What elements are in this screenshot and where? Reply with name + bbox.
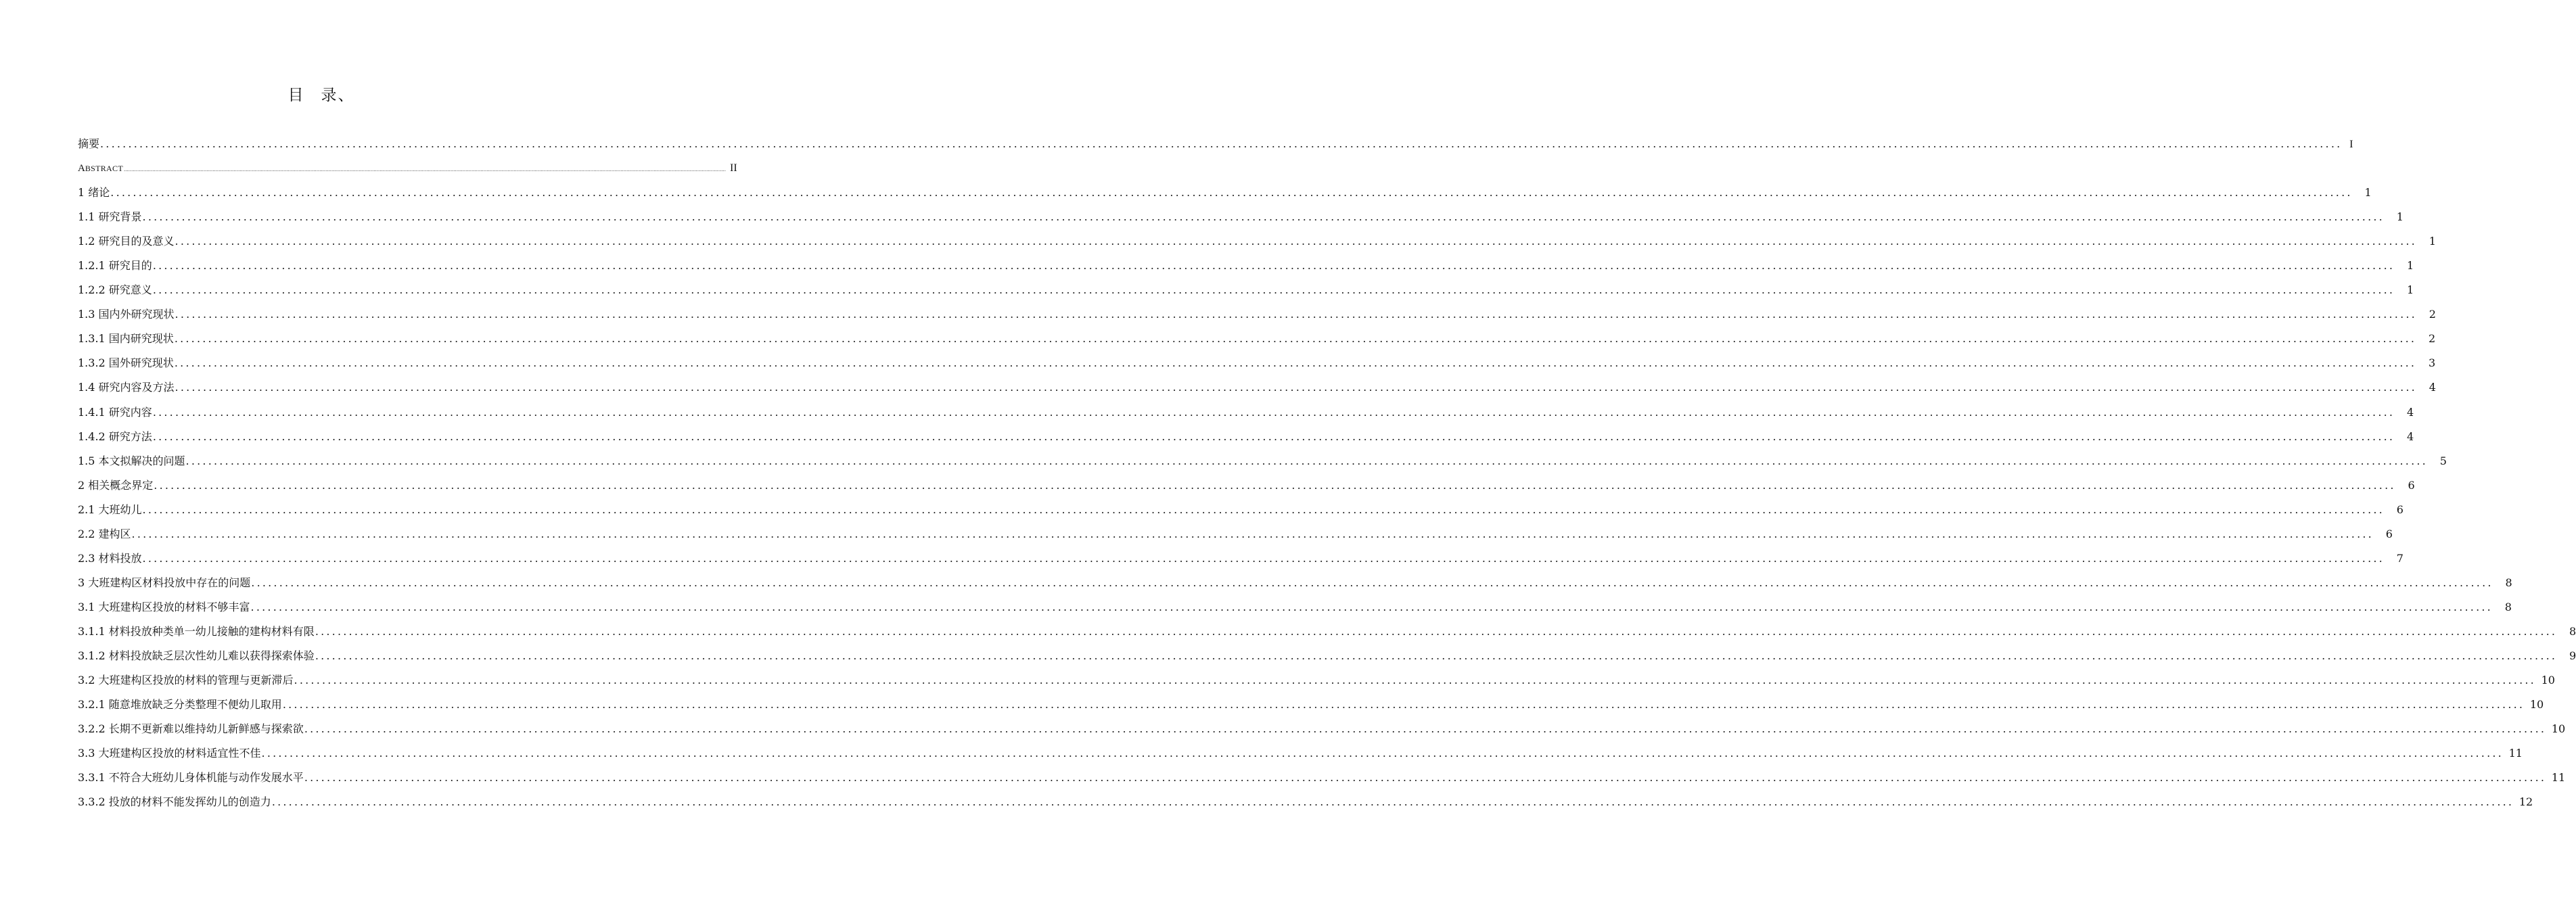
toc-leader-dots: ................................................................................................................................................................................................................................................................................................................................................................................................................ (294, 674, 2536, 687)
toc-entry[interactable] (78, 233, 2436, 257)
toc-entry-page: 1 (2407, 259, 2414, 273)
toc-entry-label: 1.5 本文拟解决的问题 (78, 454, 185, 467)
toc-leader-dots: ................................................................................................................................................................................................................................................................................................................................................................................................................ (152, 283, 2395, 297)
toc-leader-dots: ................................................................................................................................................................................................................................................................................................................................................................................................................ (152, 429, 2395, 443)
toc-entry-label: 3.3.1 不符合大班幼儿身体机能与动作发展水平 (78, 771, 304, 785)
toc-entry[interactable] (78, 672, 2555, 696)
toc-entry-label: ABSTRACT (78, 163, 123, 174)
toc-entry[interactable] (78, 354, 2436, 379)
toc-leader-dots: ................................................................................................................................................................................................................................................................................................................................................................................................................ (152, 405, 2395, 419)
toc-leader-dots: ................................................................................................................................................................................................................................................................................................................................................................................................................ (174, 332, 2417, 346)
table-of-contents (78, 135, 2576, 818)
toc-entry-label: 1.3.1 国内研究现状 (78, 332, 174, 346)
toc-entry-page: 8 (2504, 600, 2512, 613)
toc-entry-label: 2.1 大班幼儿 (78, 503, 142, 516)
toc-title (0, 83, 643, 105)
toc-entry-label: 2.3 材料投放 (78, 551, 142, 565)
toc-leader-dots: ................................................................................................................................................................................................................................................................................................................................................................................................................ (261, 747, 2504, 760)
toc-leader-dots: ................................................................................................................................................................................................................................................................................................................................................................................................................ (142, 210, 2385, 224)
toc-entry-label: 1.4.1 研究内容 (78, 405, 152, 419)
toc-entry-label: 1.4 研究内容及方法 (78, 381, 175, 394)
toc-entry[interactable] (78, 793, 2533, 818)
toc-entry[interactable] (78, 550, 2404, 574)
toc-entry-page: 6 (2385, 527, 2393, 540)
toc-entry-page: 8 (2569, 624, 2576, 638)
toc-leader-dots: ................................................................................................................................................................................................................................................................................................................................................................................................................ (282, 698, 2525, 712)
toc-leader-dots: ................................................................................................................................................................................................................................................................................................................................................................................................................ (142, 551, 2385, 565)
toc-entry-label: 摘要 (78, 137, 100, 150)
toc-entry-page: 6 (2408, 478, 2415, 492)
toc-leader-dots: ................................................................................................................................................................................................................................................................................................................................................................................................................ (131, 527, 2374, 540)
toc-title-left: 目 (288, 87, 305, 104)
toc-entry-label: 1.3.2 国外研究现状 (78, 356, 174, 370)
toc-leader-dots: ................................................................................................................................................................................................................................................................................................................................................................................................................ (304, 771, 2547, 785)
toc-entry-page: 1 (2407, 283, 2414, 297)
toc-entry-page: 2 (2429, 308, 2436, 321)
toc-leader-dots: ................................................................................................................................................................................................................................................................................................................................................................................................................ (271, 795, 2514, 809)
toc-leader-dots: ................................................................................................................................................................................................................................................................................................................................................................................................................ (174, 356, 2417, 370)
toc-entry-page: 10 (2551, 722, 2566, 736)
toc-entry[interactable] (78, 452, 2447, 477)
toc-entry[interactable] (78, 769, 2566, 793)
toc-entry[interactable] (78, 160, 737, 184)
toc-entry[interactable] (78, 135, 2353, 160)
toc-entry[interactable] (78, 404, 2414, 428)
toc-entry-page: 11 (2508, 747, 2523, 760)
toc-leader-dots: ................................................................................................................................................................................................................................................................................................................................................................................................................ (110, 186, 2353, 200)
toc-leader-dots: ................................................................................................................................................................................................................................................................................................................................................................................................................ (175, 308, 2417, 321)
toc-entry[interactable] (78, 257, 2414, 281)
toc-entry-label: 3.3.2 投放的材料不能发挥幼儿的创造力 (78, 795, 271, 809)
toc-leader-dots: ................................................................................................................................................................................................................................................................................................................................................................................................................ (154, 478, 2396, 492)
toc-entry[interactable] (78, 720, 2566, 745)
toc-entry[interactable] (78, 428, 2414, 452)
toc-entry[interactable] (78, 208, 2404, 233)
toc-entry[interactable] (78, 184, 2372, 208)
toc-entry-label: 1.1 研究背景 (78, 210, 142, 224)
toc-entry-page: 1 (2364, 186, 2372, 200)
toc-leader-dots: ................................................................................................................................................................................................................................................................................................................................................................................................................ (185, 454, 2428, 467)
toc-entry-page: 1 (2429, 235, 2436, 248)
toc-entry-label: 3.1.1 材料投放种类单一幼儿接触的建构材料有限 (78, 624, 315, 638)
toc-leader-dots: ................................................................................................................................................................................................................................................................................................................................................................................................................ (250, 600, 2493, 613)
toc-entry-page: 4 (2407, 429, 2414, 443)
toc-entry-label: 2 相关概念界定 (78, 478, 154, 492)
toc-leader-dots: ................................................................................................................................................................................................................................................................................................................................................................................................................ (152, 259, 2395, 273)
toc-entry-label: 3 大班建构区材料投放中存在的问题 (78, 576, 251, 589)
toc-leader-dots: ................................................................................................................................................................................................................................................................................................................................................................................................................ (315, 649, 2558, 662)
toc-leader-dots: ................................................................................................................................................................................................................................................................................................................................................................................................................ (251, 576, 2493, 589)
toc-entry-label: 3.1.2 材料投放缺乏层次性幼儿难以获得探索体验 (78, 649, 315, 662)
toc-entry-label: 3.2.2 长期不更新难以维持幼儿新鲜感与探索欲 (78, 722, 304, 736)
toc-title-right: 录、 (321, 87, 355, 104)
toc-entry-page: II (730, 162, 737, 174)
toc-entry-page: 2 (2429, 332, 2436, 346)
toc-entry-page: 8 (2505, 576, 2512, 589)
toc-leader-dots: ................................................................................................................................................................................................................................................................................................................................................................................................................ (123, 167, 727, 173)
toc-entry-page: 10 (2529, 698, 2544, 712)
toc-entry-label: 1 绪论 (78, 186, 110, 200)
toc-entry[interactable] (78, 501, 2404, 526)
toc-entry-label: 1.2.2 研究意义 (78, 283, 152, 297)
toc-entry[interactable] (78, 306, 2436, 330)
toc-entry-page: 4 (2407, 405, 2414, 419)
toc-entry[interactable] (78, 696, 2544, 720)
toc-entry[interactable] (78, 599, 2512, 623)
toc-entry[interactable] (78, 330, 2436, 354)
toc-entry[interactable] (78, 647, 2576, 672)
toc-leader-dots: ................................................................................................................................................................................................................................................................................................................................................................................................................ (142, 503, 2385, 516)
toc-entry[interactable] (78, 745, 2523, 769)
toc-entry[interactable] (78, 526, 2393, 550)
toc-entry-page: 4 (2429, 381, 2436, 394)
toc-entry-page: 5 (2439, 454, 2447, 467)
toc-leader-dots: ................................................................................................................................................................................................................................................................................................................................................................................................................ (304, 722, 2547, 736)
toc-entry-page: 12 (2518, 795, 2533, 809)
toc-leader-dots: ................................................................................................................................................................................................................................................................................................................................................................................................................ (175, 235, 2417, 248)
toc-entry[interactable] (78, 477, 2415, 501)
toc-entry-page: 11 (2551, 771, 2566, 785)
toc-entry-page: 6 (2396, 503, 2404, 516)
toc-entry[interactable] (78, 281, 2414, 306)
toc-entry-page: 10 (2541, 674, 2555, 687)
toc-entry-label: 1.3 国内外研究现状 (78, 308, 175, 321)
toc-entry-page: 1 (2396, 210, 2404, 224)
toc-entry-label: 2.2 建构区 (78, 527, 131, 540)
toc-leader-dots: ................................................................................................................................................................................................................................................................................................................................................................................................................ (100, 137, 2343, 150)
toc-entry-page: 9 (2569, 649, 2576, 662)
toc-entry-label: 1.2.1 研究目的 (78, 259, 152, 273)
toc-entry-page: I (2349, 139, 2353, 150)
toc-leader-dots: ................................................................................................................................................................................................................................................................................................................................................................................................................ (175, 381, 2417, 394)
toc-entry-label: 1.2 研究目的及意义 (78, 235, 175, 248)
toc-entry-label: 3.1 大班建构区投放的材料不够丰富 (78, 600, 250, 613)
toc-entry-label: 3.3 大班建构区投放的材料适宜性不佳 (78, 747, 261, 760)
toc-entry-page: 7 (2396, 551, 2404, 565)
toc-entry-label: 3.2.1 随意堆放缺乏分类整理不便幼儿取用 (78, 698, 282, 712)
toc-entry-page: 3 (2429, 356, 2436, 370)
toc-entry[interactable] (78, 623, 2576, 647)
toc-entry-label: 3.2 大班建构区投放的材料的管理与更新滞后 (78, 674, 294, 687)
toc-entry[interactable] (78, 574, 2512, 599)
toc-leader-dots: ................................................................................................................................................................................................................................................................................................................................................................................................................ (315, 624, 2558, 638)
toc-entry[interactable] (78, 379, 2436, 403)
toc-entry-label: 1.4.2 研究方法 (78, 429, 152, 443)
